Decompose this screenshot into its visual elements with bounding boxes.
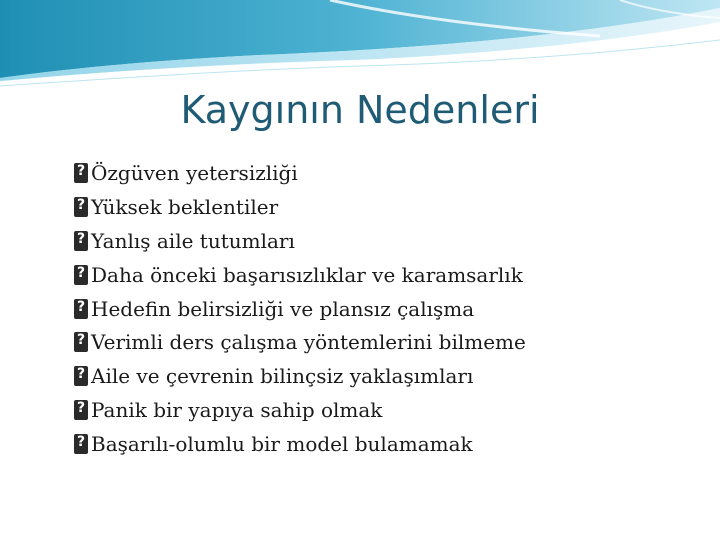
bullet-text: Başarılı-olumlu bir model bulamamak [91,432,473,457]
missing-glyph-icon [74,299,88,319]
bullet-text: Aile ve çevrenin bilinçsiz yaklaşımları [91,364,474,389]
bullet-text: Yanlış aile tutumları [91,228,295,253]
slide-title-text: Kaygının Nedenleri [180,88,540,132]
missing-glyph-icon [74,163,88,183]
bullet-text: Özgüven yetersizliği [91,160,298,185]
missing-glyph-icon [74,231,88,251]
missing-glyph-icon [74,366,88,386]
list-item [74,427,526,461]
list-item [74,359,526,393]
missing-glyph-icon [74,434,88,454]
list-item [74,224,526,258]
list-item [74,190,526,224]
bullet-list [74,156,526,461]
list-item [74,156,526,190]
missing-glyph-icon [74,197,88,217]
missing-glyph-icon [74,400,88,420]
bullet-text: Daha önceki başarısızlıklar ve karamsarlık [91,262,523,287]
bullet-text: Yüksek beklentiler [91,194,279,219]
header-wave-decoration [0,0,720,90]
bullet-text: Verimli ders çalışma yöntemlerini bilmeme [91,330,526,355]
bullet-text: Panik bir yapıya sahip olmak [91,398,383,423]
list-item [74,325,526,359]
slide-title [0,88,720,132]
bullet-text: Hedefin belirsizliği ve plansız çalışma [91,296,475,321]
missing-glyph-icon [74,265,88,285]
list-item [74,292,526,326]
missing-glyph-icon [74,332,88,352]
list-item [74,393,526,427]
list-item [74,258,526,292]
